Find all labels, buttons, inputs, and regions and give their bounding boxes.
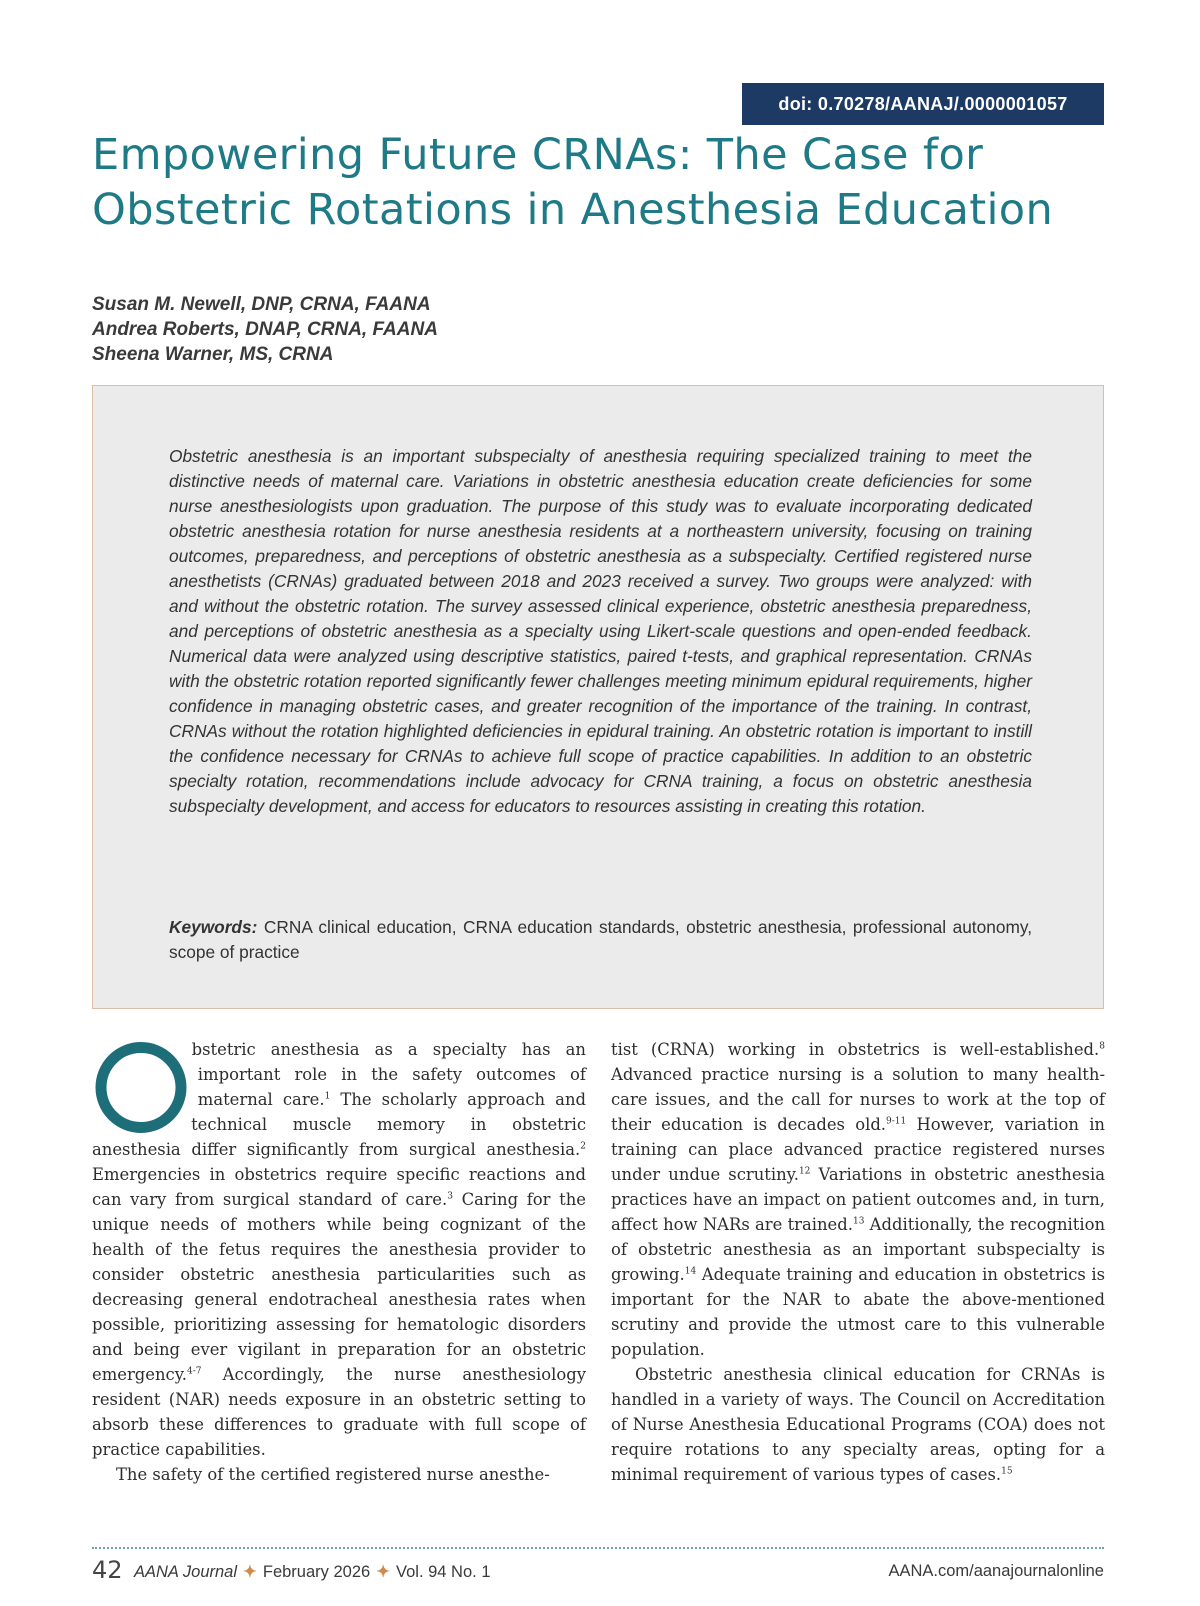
doi-badge: doi: 0.70278/AANAJ/.0000001057 (742, 83, 1104, 125)
body-text-run: The scholarly approach and technical muscle memory in obstetric anesthesia differ significantly from surgical anesthesia. (92, 1090, 586, 1159)
journal-info (134, 1562, 491, 1582)
keywords (169, 915, 1032, 965)
body-text-run: Accordingly, the nurse anesthesiology resident (NAR) needs exposure in an obstetric setting to absorb these differences to graduate with full scope of practice capabilities. (92, 1365, 586, 1459)
body-column-right (611, 1037, 1105, 1487)
citation-superscript[interactable]: 4-7 (187, 1366, 202, 1377)
body-text-run: Variations in obstetric anesthesia practices have an impact on patient outcomes and, in turn, affect how NARs are trained. (611, 1165, 1105, 1234)
body-text-run: Obstetric anesthesia clinical education for CRNAs is handled in a variety of ways. The Council on Accreditation of Nurse Anesthesia Educational Programs (COA) does not require rotations to any specialty areas, opting for a minimal requirement of various types of cases. (611, 1365, 1105, 1484)
title-line-2: Obstetric Rotations in Anesthesia Education (92, 185, 1054, 235)
citation-superscript[interactable]: 1 (324, 1091, 331, 1102)
keywords-label: Keywords: (169, 917, 258, 937)
drop-cap (92, 1039, 190, 1136)
journal-name: AANA Journal (134, 1563, 238, 1581)
page-footer (92, 1558, 1104, 1588)
citation-superscript[interactable]: 12 (798, 1166, 811, 1177)
author-1: Susan M. Newell, DNP, CRNA, FAANA (92, 294, 431, 315)
body-text-run: tist (CRNA) working in obstetrics is well-established. (611, 1040, 1100, 1059)
citation-superscript[interactable]: 2 (580, 1141, 586, 1152)
body-text-run: Advanced practice nursing is a solution to many health-care issues, and the call for nurses to work at the top of their education is decades old. (611, 1065, 1105, 1134)
title-line-1: Empowering Future CRNAs: The Case for (92, 130, 984, 180)
article-title (92, 128, 1122, 238)
body-text-run: bstetric anesthesia as a specialty has an important role in the safety outcomes of maternal care. (191, 1040, 586, 1109)
body-paragraph-left-2 (92, 1462, 586, 1487)
separator-icon: ✦ (376, 1563, 391, 1581)
abstract-box (92, 385, 1104, 1009)
svg-text:O: O (141, 1089, 142, 1090)
page-number: 42 (92, 1556, 123, 1584)
citation-superscript[interactable]: 9-11 (886, 1116, 907, 1127)
citation-superscript[interactable]: 13 (852, 1216, 865, 1227)
body-text-run: Additionally, the recognition of obstetric anesthesia as an important subspecialty is growing. (611, 1215, 1105, 1284)
body-text-run: However, variation in training can place advanced practice registered nurses under undue scrutiny. (611, 1115, 1105, 1184)
abstract-text: Obstetric anesthesia is an important subspecialty of anesthesia requiring specialized training to meet the distinctive needs of maternal care. Variations in obstetric anesthesia education create deficiencies for some nurse anesthesiologists upon graduation. The purpose of this study was to evaluate incorporating dedicated obstetric anesthesia rotation for nurse anesthesia residents at a northeastern university, focusing on training outcomes, preparedness, and perceptions of obstetric anesthesia as a subspecialty. Certified registered nurse anesthetists (CRNAs) graduated between 2018 and 2023 received a survey. Two groups were analyzed: with and without the obstetric rotation. The survey assessed clinical experience, obstetric anesthesia preparedness, and perceptions of obstetric anesthesia as a specialty using Likert-scale questions and open-ended feedback. Numerical data were analyzed using descriptive statistics, paired t-tests, and graphical representation. CRNAs with the obstetric rotation reported significantly fewer challenges meeting minimum epidural requirements, higher confidence in managing obstetric cases, and greater recognition of the importance of the training. In contrast, CRNAs without the rotation highlighted deficiencies in epidural training. An obstetric rotation is important to instill the confidence necessary for CRNAs to achieve full scope of practice capabilities. In addition to an obstetric specialty rotation, recommendations include advocacy for CRNA training, a focus on obstetric anesthesia subspecialty development, and access for educators to resources assisting in creating this rotation. (169, 446, 1032, 816)
separator-icon: ✦ (243, 1563, 257, 1581)
volume-info: Vol. 94 No. 1 (396, 1563, 491, 1581)
body-column-left (92, 1037, 586, 1487)
citation-superscript[interactable]: 15 (1001, 1466, 1013, 1477)
journal-website-link[interactable]: AANA.com/aanajournalonline (888, 1562, 1104, 1580)
body-text-run: Adequate training and education in obstetrics is important for the NAR to abate the above-mentioned scrutiny and provide the utmost care to this vulnerable population. (611, 1265, 1105, 1359)
body-text-run: The safety of the certified registered nurse anesthe- (116, 1465, 550, 1484)
drop-cap-o-icon (92, 1039, 190, 1136)
citation-superscript[interactable]: 8 (1099, 1041, 1105, 1052)
keywords-text: CRNA clinical education, CRNA education standards, obstetric anesthesia, professional autonomy, scope of practice (169, 917, 1032, 962)
body-text-run: Caring for the unique needs of mothers while being cognizant of the health of the fetus requires the anesthesia provider to consider obstetric anesthesia particularities such as decreasing general endotracheal anesthesia rates when possible, prioritizing assessing for hematologic disorders and being ever vigilant in preparation for an obstetric emergency. (92, 1190, 586, 1384)
issue-date: February 2026 (262, 1563, 371, 1581)
author-2: Andrea Roberts, DNAP, CRNA, FAANA (92, 319, 438, 340)
footer-divider (92, 1547, 1104, 1549)
author-3: Sheena Warner, MS, CRNA (92, 344, 334, 365)
citation-superscript[interactable]: 3 (447, 1191, 453, 1202)
body-paragraph-right-2 (611, 1362, 1105, 1487)
body-text-run: Emergencies in obstetrics require specific reactions and can vary from surgical standard of care. (92, 1165, 586, 1209)
body-paragraph-right-1 (611, 1037, 1105, 1362)
author-list (92, 292, 438, 367)
citation-superscript[interactable]: 14 (684, 1266, 697, 1277)
